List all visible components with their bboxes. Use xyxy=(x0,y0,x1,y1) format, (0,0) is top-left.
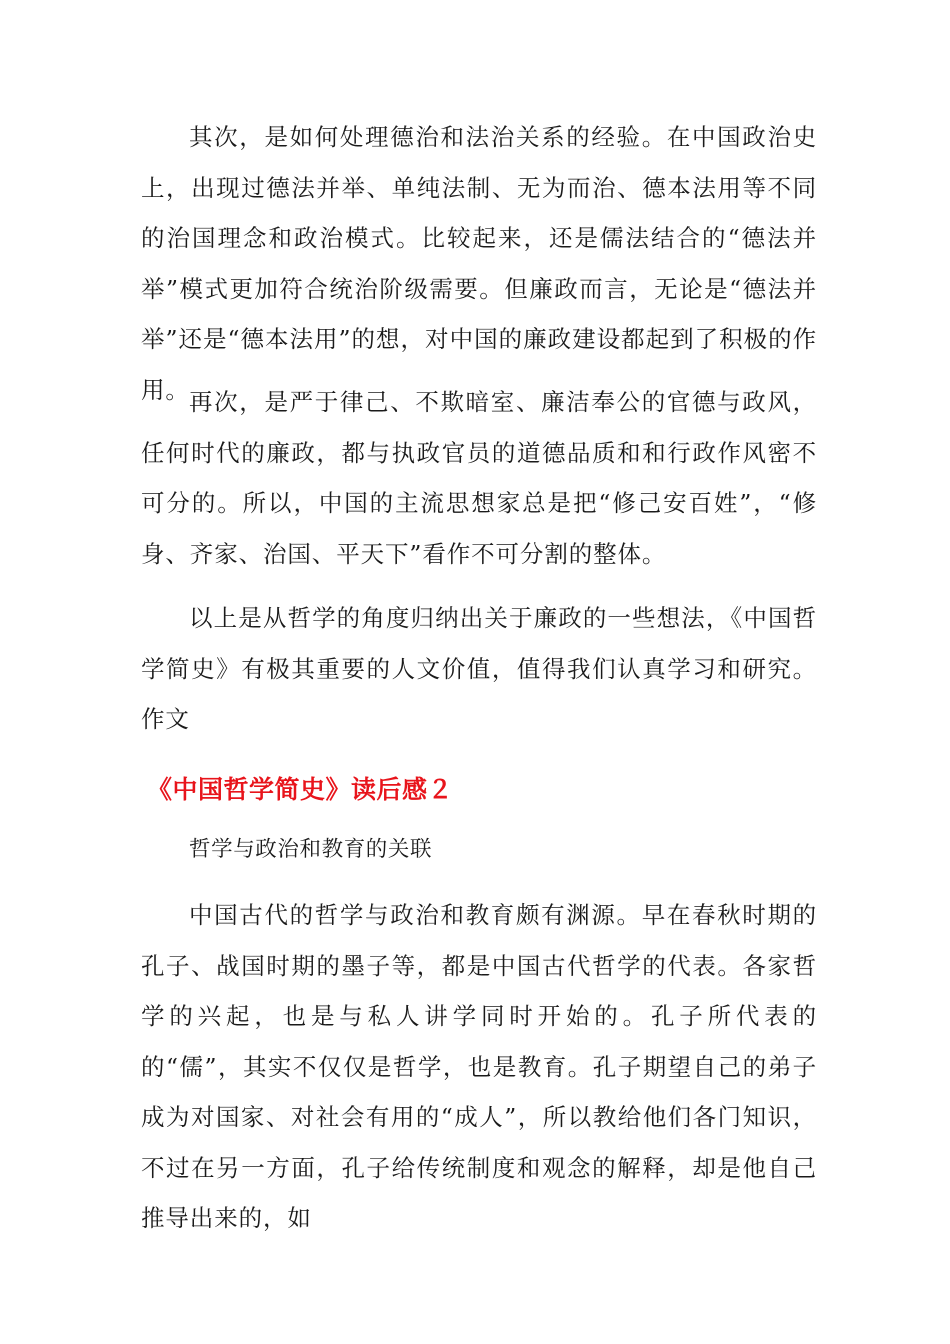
section-subtitle: 哲学与政治和教育的关联 xyxy=(189,837,433,862)
section-heading: 《中国哲学简史》读后感２ xyxy=(147,775,454,804)
paragraph-conclusion: 以上是从哲学的角度归纳出关于廉政的一些想法，《中国哲学简史》有极其重要的人文价值，值得我们认真学习和研究。作文 xyxy=(141,604,817,733)
paragraph-official-ethics: 再次，是严于律己、不欺暗室、廉洁奉公的官德与政风，任何时代的廉政，都与执政官员的道德品质和和行政作风密不可分的。所以，中国的主流思想家总是把“修己安百姓”，“修身、齐家、治国、平天下”看作不可分割的整体。 xyxy=(141,388,817,568)
paragraph-philosophy-politics-education: 中国古代的哲学与政治和教育颇有渊源。早在春秋时期的孔子、战国时期的墨子等，都是中国古代哲学的代表。各家哲学的兴起，也是与私人讲学同时开始的。孔子所代表的的“儒”，其实不仅仅是哲学，也是教育。孔子期望自己的弟子成为对国家、对社会有用的“成人”，所以教给他们各门知识，不过在另一方面，孔子给传统制度和观念的解释，却是他自己推导出来的，如 xyxy=(141,901,817,1232)
paragraph-rule-of-virtue-and-law: 其次，是如何处理德治和法治关系的经验。在中国政治史上，出现过德法并举、单纯法制、无为而治、德本法用等不同的治国理念和政治模式。比较起来，还是儒法结合的“德法并举”模式更加符合统治阶级需要。但廉政而言，无论是“德法并举”还是“德本法用”的想，对中国的廉政建设都起到了积极的作用。 xyxy=(141,123,817,404)
